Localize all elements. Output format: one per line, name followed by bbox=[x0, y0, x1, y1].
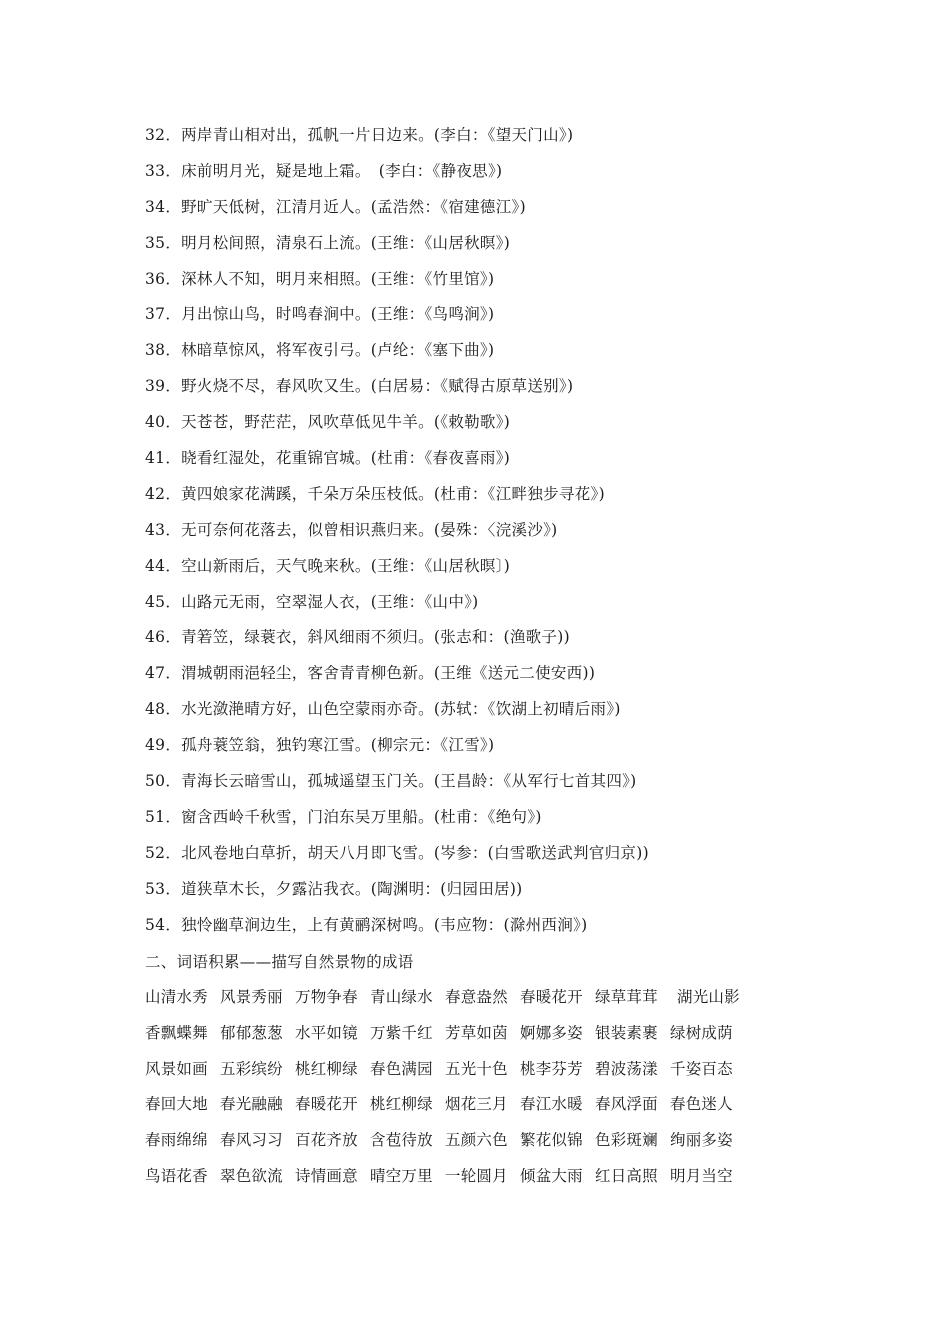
idiom-row bbox=[145, 1056, 805, 1092]
idiom: 春回大地 bbox=[145, 1095, 208, 1114]
idiom: 万紫千红 bbox=[370, 1023, 433, 1042]
idiom: 青山绿水 bbox=[370, 988, 433, 1006]
idiom: 婀娜多姿 bbox=[520, 1023, 583, 1042]
idiom: 山清水秀 bbox=[145, 988, 208, 1006]
idiom: 晴空万里 bbox=[370, 1166, 433, 1185]
poem-line-54: 54．独怜幽草涧边生，上有黄鹂深树鸣。(韦应物：(滁州西涧》) bbox=[145, 915, 588, 934]
poem-line-43: 43．无可奈何花落去，似曾相识燕归来。(晏殊：〈浣溪沙》) bbox=[145, 520, 558, 539]
idiom: 春光融融 bbox=[220, 1095, 283, 1114]
poem-list bbox=[145, 122, 845, 947]
idiom: 烟花三月 bbox=[445, 1095, 508, 1114]
idiom: 倾盆大雨 bbox=[520, 1166, 583, 1185]
poem-line-47: 47．渭城朝雨浥轻尘，客舍青青柳色新。(王维《送元二使安西)) bbox=[145, 664, 596, 683]
idiom: 春色满园 bbox=[370, 1059, 433, 1078]
idiom-row bbox=[145, 1091, 805, 1127]
idiom: 一轮圆月 bbox=[445, 1166, 508, 1185]
idiom: 银装素裹 bbox=[595, 1023, 658, 1042]
poem-line-37: 37．月出惊山鸟，时鸣春涧中。(王维：《鸟鸣涧》) bbox=[145, 305, 495, 324]
idiom: 诗情画意 bbox=[295, 1166, 358, 1185]
idiom: 千姿百态 bbox=[670, 1059, 733, 1078]
poem-line-40: 40．天苍苍，野茫茫，风吹草低见牛羊。(《敕勒歌》) bbox=[145, 413, 511, 432]
idiom: 万物争春 bbox=[295, 988, 358, 1006]
poem-line-49: 49．孤舟蓑笠翁，独钓寒江雪。(柳宗元：《江雪》) bbox=[145, 736, 495, 755]
poem-line-44: 44．空山新雨后，天气晚来秋。(王维：《山居秋暝〕) bbox=[145, 556, 511, 575]
idiom: 繁花似锦 bbox=[520, 1131, 583, 1150]
idiom: 绿草茸茸 bbox=[595, 988, 658, 1006]
poem-line-33: 33．床前明月光，疑是地上霜。 (李白：《静夜思》) bbox=[145, 161, 503, 180]
poem-line-32: 32．两岸青山相对出，孤帆一片日边来。(李白：《望天门山》) bbox=[145, 126, 574, 144]
idiom: 郁郁葱葱 bbox=[220, 1023, 283, 1042]
idiom: 春色迷人 bbox=[670, 1095, 733, 1114]
idiom: 翠色欲流 bbox=[220, 1166, 283, 1185]
idiom: 香飘蝶舞 bbox=[145, 1023, 208, 1042]
idiom-row bbox=[145, 1127, 805, 1163]
idiom: 桃红柳绿 bbox=[295, 1059, 358, 1078]
idiom: 桃红柳绿 bbox=[370, 1095, 433, 1114]
idiom-row bbox=[145, 984, 805, 1020]
poem-line-35: 35．明月松间照，清泉石上流。(王维：《山居秋暝》) bbox=[145, 233, 511, 252]
idiom: 芳草如茵 bbox=[445, 1023, 508, 1042]
poem-line-42: 42．黄四娘家花满蹊，千朵万朵压枝低。(杜甫：《江畔独步寻花》) bbox=[145, 484, 605, 503]
idiom: 水平如镜 bbox=[295, 1023, 358, 1042]
idiom: 百花齐放 bbox=[295, 1131, 358, 1150]
poem-line-36: 36．深林人不知，明月来相照。(王维：《竹里馆》) bbox=[145, 269, 495, 288]
idiom: 明月当空 bbox=[670, 1166, 733, 1185]
poem-line-46: 46．青箬笠，绿蓑衣，斜风细雨不须归。(张志和：(渔歌子)) bbox=[145, 628, 570, 647]
poem-line-34: 34．野旷天低树，江清月近人。(孟浩然：《宿建德江》) bbox=[145, 197, 526, 216]
idiom: 风景如画 bbox=[145, 1059, 208, 1078]
idiom: 湖光山影 bbox=[677, 988, 740, 1006]
idiom: 鸟语花香 bbox=[145, 1166, 208, 1185]
idiom: 风景秀丽 bbox=[220, 988, 283, 1006]
poem-line-52: 52．北风卷地白草折，胡天八月即飞雪。(岑参：(白雪歌送武判官归京)) bbox=[145, 843, 649, 862]
idiom-row bbox=[145, 1163, 805, 1199]
idiom: 春意盎然 bbox=[445, 988, 508, 1006]
idiom: 五颜六色 bbox=[445, 1131, 508, 1150]
idiom: 含苞待放 bbox=[370, 1131, 433, 1150]
idiom: 春雨绵绵 bbox=[145, 1131, 208, 1150]
idiom: 色彩斑斓 bbox=[595, 1131, 658, 1150]
idiom: 绿树成荫 bbox=[670, 1023, 733, 1042]
idiom: 绚丽多姿 bbox=[670, 1131, 733, 1150]
idiom: 五彩缤纷 bbox=[220, 1059, 283, 1078]
poem-line-51: 51．窗含西岭千秋雪，门泊东吴万里船。(杜甫：《绝句》) bbox=[145, 807, 542, 826]
poem-line-38: 38．林暗草惊风，将军夜引弓。(卢纶：《塞下曲》) bbox=[145, 341, 495, 360]
poem-line-39: 39．野火烧不尽，春风吹又生。(白居易：《赋得古原草送别》) bbox=[145, 377, 574, 396]
idiom: 春风习习 bbox=[220, 1131, 283, 1150]
poem-line-45: 45．山路元无雨，空翠湿人衣，(王维：《山中》) bbox=[145, 592, 479, 611]
idiom: 春暖花开 bbox=[295, 1095, 358, 1114]
idiom: 桃李芬芳 bbox=[520, 1059, 583, 1078]
section-heading: 二、词语积累——描写自然景物的成语 bbox=[145, 953, 414, 971]
idiom-grid bbox=[145, 984, 805, 1199]
idiom: 春暖花开 bbox=[520, 988, 583, 1006]
idiom: 春风浮面 bbox=[595, 1095, 658, 1114]
poem-line-48: 48．水光潋滟晴方好，山色空蒙雨亦奇。(苏轼：《饮湖上初晴后雨》) bbox=[145, 700, 621, 719]
poem-line-53: 53．道狭草木长，夕露沾我衣。(陶渊明：(归园田居)) bbox=[145, 879, 523, 898]
idiom-row bbox=[145, 1020, 805, 1056]
idiom: 碧波荡漾 bbox=[595, 1059, 658, 1078]
poem-line-50: 50．青海长云暗雪山，孤城遥望玉门关。(王昌龄：《从军行七首其四》) bbox=[145, 772, 637, 791]
idiom: 五光十色 bbox=[445, 1059, 508, 1078]
poem-line-41: 41．晓看红湿处，花重锦官城。(杜甫：《春夜喜雨》) bbox=[145, 449, 511, 468]
idiom: 春江水暖 bbox=[520, 1095, 583, 1114]
idiom: 红日高照 bbox=[595, 1166, 658, 1185]
